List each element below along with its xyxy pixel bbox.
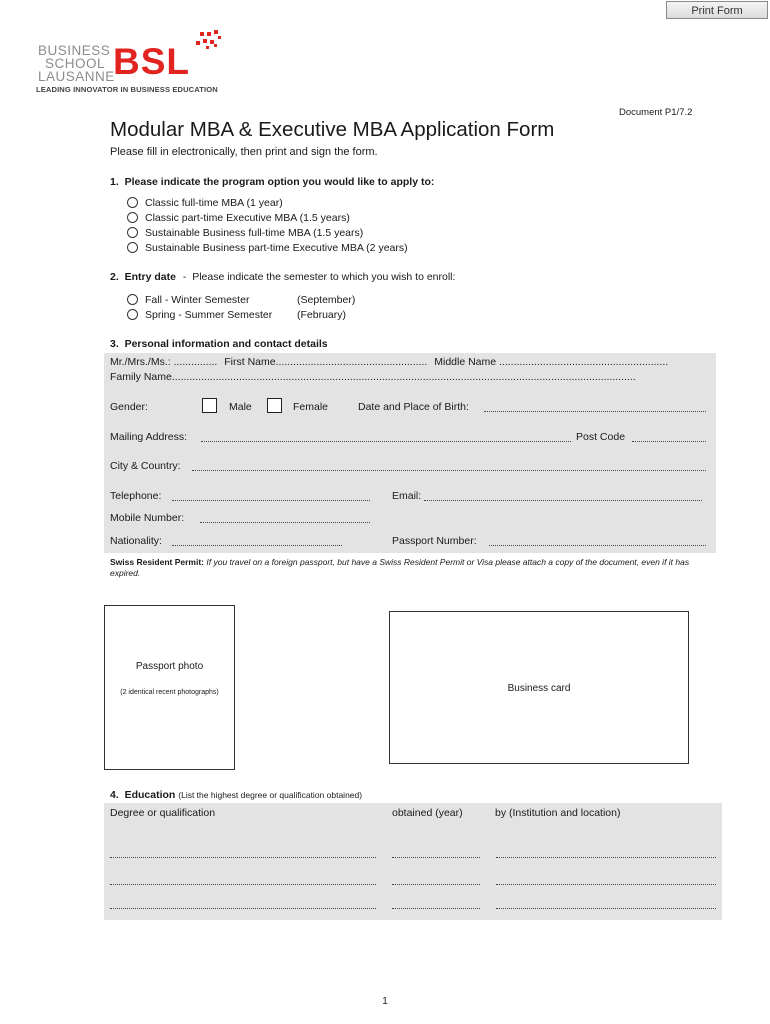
- program-option-label: Sustainable Business part-time Executive MBA (2 years): [145, 241, 408, 254]
- post-code-label: Post Code: [576, 431, 626, 443]
- page-subtitle: Please fill in electronically, then print and sign the form.: [110, 146, 378, 158]
- education-degree-input[interactable]: [110, 848, 376, 858]
- program-option-label: Classic full-time MBA (1 year): [145, 196, 283, 209]
- page-number: 1: [382, 996, 388, 1007]
- section-3-heading: 3. Personal information and contact details: [110, 338, 328, 350]
- logo-line-lausanne: LAUSANNE: [38, 69, 115, 84]
- education-degree-input[interactable]: [110, 875, 376, 885]
- gender-label: Gender:: [110, 401, 148, 413]
- education-col-institution: by (Institution and location): [495, 807, 621, 819]
- passport-photo-note: (2 identical recent photographs): [120, 689, 219, 696]
- logo-line-business: BUSINESS: [38, 43, 111, 58]
- business-card-label: Business card: [507, 683, 571, 694]
- program-option-label: Sustainable Business full-time MBA (1.5 years): [145, 226, 364, 239]
- logo-tagline: LEADING INNOVATOR IN BUSINESS EDUCATION: [36, 85, 218, 94]
- section-4-heading: 4. Education: [110, 789, 176, 801]
- mailing-address-input[interactable]: [201, 432, 571, 442]
- section-2-heading-row: [110, 271, 455, 283]
- title-field[interactable]: Mr./Mrs./Ms.: ...............: [110, 356, 218, 368]
- program-options: [127, 195, 408, 255]
- passport-photo-label: Passport photo: [135, 661, 204, 672]
- female-label: Female: [293, 401, 329, 413]
- middle-name-field[interactable]: Middle Name ..........................................................: [434, 356, 669, 368]
- education-institution-input[interactable]: [496, 848, 716, 858]
- nationality-label: Nationality:: [110, 535, 162, 547]
- passport-number-label: Passport Number:: [392, 535, 477, 547]
- city-country-input[interactable]: [192, 461, 706, 471]
- print-form-button[interactable]: Print Form: [666, 1, 768, 19]
- education-institution-input[interactable]: [496, 875, 716, 885]
- email-input[interactable]: [424, 491, 702, 501]
- telephone-input[interactable]: [172, 491, 370, 501]
- dob-label: Date and Place of Birth:: [358, 401, 469, 413]
- program-option-radio[interactable]: [127, 212, 138, 223]
- passport-number-input[interactable]: [489, 536, 706, 546]
- education-year-input[interactable]: [392, 848, 480, 858]
- semester-option-radio[interactable]: [127, 309, 138, 320]
- program-option-radio[interactable]: [127, 197, 138, 208]
- name-line: [110, 356, 668, 368]
- logo-line-school: SCHOOL: [44, 56, 105, 71]
- passport-photo-box[interactable]: [104, 605, 235, 770]
- post-code-input[interactable]: [632, 432, 706, 442]
- education-degree-input[interactable]: [110, 899, 376, 909]
- male-checkbox[interactable]: [202, 398, 217, 413]
- email-label: Email:: [392, 490, 422, 502]
- program-option-label: Classic part-time Executive MBA (1.5 years): [145, 211, 350, 224]
- page-title: Modular MBA & Executive MBA Application Form: [110, 118, 555, 141]
- resident-permit-label: Swiss Resident Permit:: [110, 557, 205, 567]
- female-checkbox[interactable]: [267, 398, 282, 413]
- education-year-input[interactable]: [392, 875, 480, 885]
- city-country-label: City & Country:: [110, 460, 181, 472]
- section-4-note: (List the highest degree or qualification obtained): [178, 790, 363, 800]
- resident-permit-note: [110, 557, 715, 579]
- logo-bsl-mark: BSL: [113, 41, 190, 82]
- education-institution-input[interactable]: [496, 899, 716, 909]
- section-1-heading: 1. Please indicate the program option you would like to apply to:: [110, 176, 435, 188]
- education-col-year: obtained (year): [392, 807, 463, 819]
- mobile-number-label: Mobile Number:: [110, 512, 185, 524]
- semester-option-label: Spring - Summer Semester: [145, 308, 273, 321]
- education-year-input[interactable]: [392, 899, 480, 909]
- program-option-radio[interactable]: [127, 227, 138, 238]
- semester-option-label: Fall - Winter Semester: [145, 293, 250, 306]
- section-2-instruction: - Please indicate the semester to which you wish to enroll:: [182, 271, 456, 283]
- program-option-radio[interactable]: [127, 242, 138, 253]
- male-label: Male: [229, 401, 252, 413]
- first-name-field[interactable]: First Name....................................................: [224, 356, 428, 368]
- section-2-heading: 2. Entry date: [110, 271, 176, 283]
- semester-option-radio[interactable]: [127, 294, 138, 305]
- nationality-input[interactable]: [172, 536, 342, 546]
- document-reference: Document P1/7.2: [619, 107, 693, 118]
- mailing-address-label: Mailing Address:: [110, 431, 188, 443]
- resident-permit-text: If you travel on a foreign passport, but have a Swiss Resident Permit or Visa please attach a copy of the document, even if it has expired.: [110, 557, 690, 578]
- telephone-label: Telephone:: [110, 490, 162, 502]
- semester-option-month: (February): [297, 308, 347, 321]
- family-name-field[interactable]: Family Name...............................................................................................................................................................: [110, 371, 636, 383]
- logo-wordmark: [38, 43, 115, 84]
- semester-options: [127, 292, 355, 322]
- personal-info-panel: [104, 353, 716, 553]
- mobile-number-input[interactable]: [200, 513, 370, 523]
- education-col-degree: Degree or qualification: [110, 807, 216, 819]
- dob-input[interactable]: [484, 402, 706, 412]
- business-card-box[interactable]: [389, 611, 689, 764]
- semester-option-month: (September): [297, 293, 356, 306]
- section-4-heading-row: [110, 789, 362, 801]
